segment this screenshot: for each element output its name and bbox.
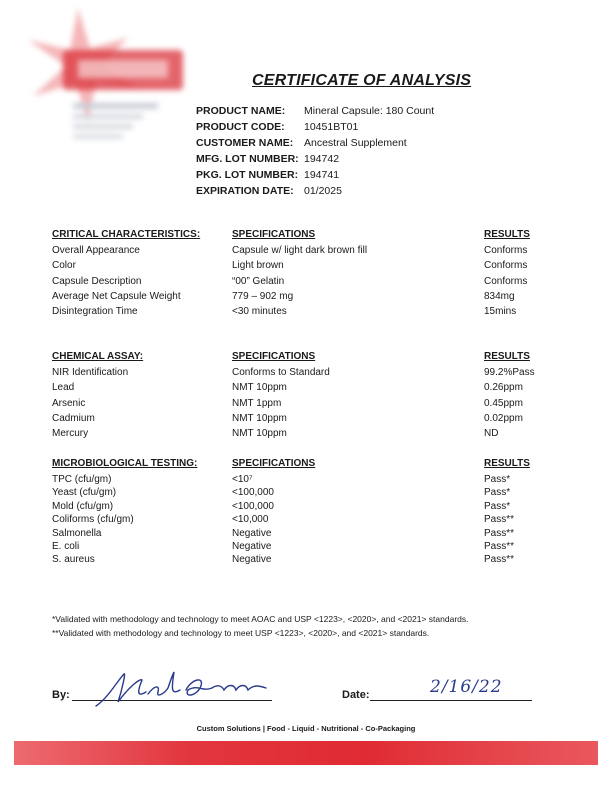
product-info-label: EXPIRATION DATE: [196, 185, 294, 197]
test-specification: Capsule w/ light dark brown fill [232, 245, 368, 256]
test-specification: NMT 10ppm [232, 382, 287, 394]
test-result: Pass* [484, 474, 511, 485]
section-heading: CRITICAL CHARACTERISTICS: [52, 229, 201, 240]
test-name: Arsenic [52, 397, 86, 409]
signature-image [88, 668, 278, 717]
test-name: Coliforms (cfu/gm) [52, 514, 134, 526]
product-info-value: Ancestral Supplement [304, 137, 407, 149]
test-specification: <100,000 [232, 487, 274, 499]
test-specification: 779 – 902 mg [232, 290, 294, 302]
product-info-label: MFG. LOT NUMBER: [196, 153, 299, 165]
test-specification: <30 minutes [232, 306, 287, 318]
signature-label: By: [52, 689, 70, 701]
product-info-value: 10451BT01 [304, 121, 359, 133]
test-result: ND [484, 428, 499, 440]
test-result: 0.45ppm [484, 397, 523, 409]
test-result: Pass* [484, 487, 511, 499]
product-info-value: 194742 [304, 153, 340, 165]
test-result: Conforms [484, 245, 528, 256]
test-result: 15mins [484, 306, 517, 318]
date-label: Date: [342, 689, 370, 701]
footnote-single-star: *Validated with methodology and technology to meet AOAC and USP <1223>, <2020>, and <2021> standards. [52, 614, 469, 624]
footer-tagline: Custom Solutions | Food - Liquid - Nutritional - Co-Packaging [196, 724, 416, 733]
product-info-label: PRODUCT CODE: [196, 121, 285, 133]
test-name: NIR Identification [52, 367, 129, 378]
test-result: Conforms [484, 260, 528, 272]
product-info-value: 194741 [304, 169, 340, 181]
specifications-heading: SPECIFICATIONS [232, 351, 316, 362]
test-name: Cadmium [52, 412, 95, 424]
product-info-value: Mineral Capsule: 180 Count [304, 105, 435, 117]
test-result: 0.02ppm [484, 412, 523, 424]
company-logo [18, 8, 198, 158]
test-name: Disintegration Time [52, 306, 138, 318]
test-specification: NMT 10ppm [232, 412, 287, 424]
test-result: Pass** [484, 514, 515, 526]
test-specification: Negative [232, 541, 272, 552]
test-name: Overall Appearance [52, 245, 140, 256]
test-specification: Negative [232, 554, 272, 566]
test-name: TPC (cfu/gm) [52, 474, 112, 485]
test-specification: <100,000 [232, 500, 274, 512]
test-name: S. aureus [52, 554, 95, 566]
test-specification: <10,000 [232, 514, 269, 526]
test-specification: Light brown [232, 260, 284, 272]
date-line [370, 700, 532, 701]
test-name: Average Net Capsule Weight [52, 290, 181, 302]
page-title: CERTIFICATE OF ANALYSIS [252, 72, 472, 89]
date-value: 2/16/22 [430, 677, 503, 697]
results-heading: RESULTS [484, 458, 530, 469]
test-result: Pass* [484, 500, 511, 512]
test-result: Pass** [484, 541, 515, 552]
test-specification: Negative [232, 527, 272, 539]
results-heading: RESULTS [484, 351, 530, 362]
test-result: Pass** [484, 554, 515, 566]
test-name: Salmonella [52, 527, 102, 539]
test-result: 99.2%Pass [484, 367, 535, 378]
specifications-heading: SPECIFICATIONS [232, 229, 316, 240]
test-specification: Conforms to Standard [232, 367, 330, 378]
test-name: Mercury [52, 428, 89, 440]
test-specification: NMT 1ppm [232, 397, 282, 409]
product-info-label: PRODUCT NAME: [196, 105, 286, 117]
product-info-value: 01/2025 [304, 185, 342, 197]
test-specification: <10⁷ [232, 474, 253, 485]
specifications-heading: SPECIFICATIONS [232, 458, 316, 469]
product-info-label: PKG. LOT NUMBER: [196, 169, 299, 181]
test-name: Mold (cfu/gm) [52, 500, 114, 512]
results-heading: RESULTS [484, 229, 530, 240]
product-info-label: CUSTOMER NAME: [196, 137, 294, 149]
footer-accent-bar [14, 741, 598, 765]
test-name: E. coli [52, 541, 80, 552]
test-result: Pass** [484, 527, 515, 539]
test-result: Conforms [484, 275, 528, 287]
test-name: Yeast (cfu/gm) [52, 487, 117, 499]
test-result: 834mg [484, 290, 515, 302]
footnote-double-star: **Validated with methodology and technology to meet USP <1223>, <2020>, and <2021> standards. [52, 628, 430, 638]
test-result: 0.26ppm [484, 382, 523, 394]
test-specification: “00” Gelatin [232, 275, 285, 287]
test-name: Lead [52, 382, 75, 394]
test-name: Capsule Description [52, 275, 142, 287]
test-name: Color [52, 260, 76, 272]
section-heading: MICROBIOLOGICAL TESTING: [52, 458, 198, 469]
section-heading: CHEMICAL ASSAY: [52, 351, 144, 362]
test-specification: NMT 10ppm [232, 428, 287, 440]
